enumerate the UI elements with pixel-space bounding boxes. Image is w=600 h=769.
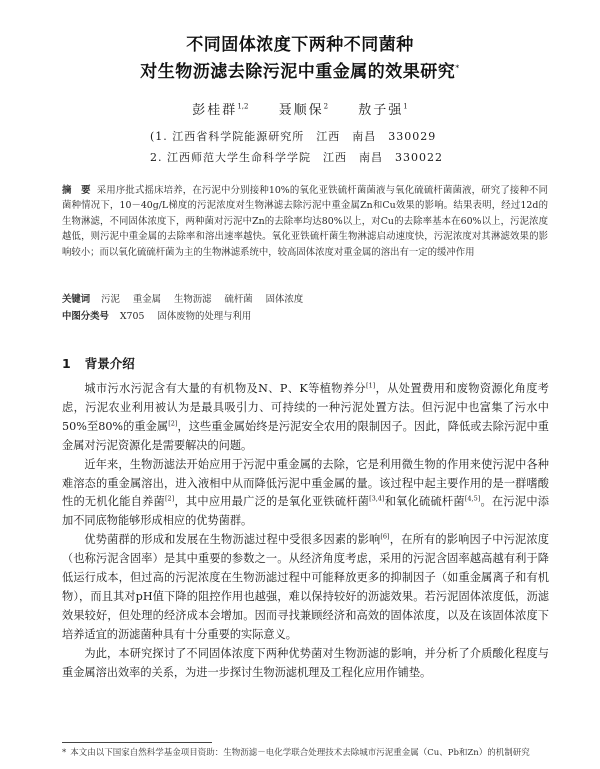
paragraph-text: 和氧化硫硫杆菌: [384, 495, 465, 509]
paper-title-line-2-text: 对生物沥滤去除污泥中重金属的效果研究: [140, 62, 456, 82]
author-name: 敖子强: [358, 103, 404, 118]
keyword: 污泥: [101, 294, 120, 305]
paragraph-1: [62, 380, 549, 456]
body-text: [62, 380, 549, 683]
section-title: 背景介绍: [84, 356, 135, 371]
author-name: 聂顺保: [278, 103, 324, 118]
affiliation-1: (1. 江西省科学院能源研究所 江西 南昌 330029: [150, 130, 437, 143]
paragraph-text: 为此，本研究探讨了不同固体浓度下两种优势菌对生物沥滤的影响，并分析了介质酸化程度与重金属溶出效率的关系，为进一步探讨生物沥滤机理及工程化应用作铺垫。: [62, 646, 549, 679]
abstract-label: 摘 要: [62, 185, 91, 196]
author-list: [0, 99, 600, 118]
author: [279, 103, 328, 118]
citation: [2]: [168, 419, 178, 428]
section-heading: [62, 354, 135, 372]
author-affiliation-ref: 2: [323, 102, 329, 111]
classification-number: [62, 308, 548, 322]
author-affiliation-ref: 1,2: [237, 102, 249, 111]
keyword: 固体浓度: [265, 294, 304, 305]
paragraph-text: ，这些重金属始终是污泥安全农用的限制因子。因此，降低或去除污泥中重金属对污泥资源化是需要解决的问题。: [62, 419, 549, 452]
paper-title-line-1: 不同固体浓度下两种不同菌种: [186, 35, 414, 55]
keyword: 硫杆菌: [224, 294, 253, 305]
footnote-marker: *: [62, 748, 67, 758]
footnote: [62, 747, 552, 759]
citation: [3,4]: [369, 494, 385, 503]
citation: [1]: [366, 381, 376, 390]
citation: [2]: [165, 494, 175, 503]
title-footnote-marker: *: [455, 63, 460, 73]
keyword: 重金属: [132, 294, 162, 305]
citation: [6]: [380, 532, 390, 541]
paragraph-text: ，其中应用最广泛的是氧化亚铁硫杆菌: [174, 495, 370, 509]
keywords: [62, 291, 548, 305]
paragraph-3: [62, 531, 549, 644]
section-number: 1: [62, 356, 71, 371]
classification-code: X705: [119, 311, 145, 322]
paragraph-2: [62, 456, 549, 532]
paragraph-4: [62, 645, 549, 683]
author: [192, 103, 248, 118]
classification-desc: 固体废物的处理与利用: [157, 311, 252, 322]
affiliation-2: 2. 江西师范大学生命科学学院 江西 南昌 330022: [150, 151, 443, 164]
paragraph-text: 近年来，生物沥滤法开始应用于污泥中重金属的去除，它是利用微生物的作用来使污泥中各种难溶态的重金属溶出，进入液相中从而降低污泥中重金属的量。该过程中起主要作用的是一群嗜酸性的无机化能自养菌: [62, 457, 549, 509]
paragraph-text: ，在所有的影响因子中污泥浓度（也称污泥含固率）是其中重要的参数之一。从经济角度考虑，采用的污泥含固率越高越有利于降低运行成本，但过高的污泥浓度在生物沥滤过程中可能释放更多的抑制因子（如重金属离子和有机物），而且其对pH值下降的阻控作用也越强，难以保持较好的沥滤效果。若污泥固体浓度低，沥滤效果较好，但处理的经济成本会增加。因而寻找兼顾经济和高效的固体浓度，以及在该固体浓度下培养适宜的沥滤菌种具有十分重要的实际意义。: [62, 533, 549, 641]
paper-title-line-2: [0, 57, 600, 82]
author-affiliation-ref: 1: [403, 102, 408, 111]
paragraph-text: 。在污泥中添加不同底物能够形成相应的优势菌群。: [62, 495, 549, 528]
paragraph-text: 城市污水污泥含有大量的有机物及N、P、K等植物养分: [84, 382, 367, 395]
paragraph-text: 优势菌群的形成和发展在生物沥滤过程中受很多因素的影响: [84, 533, 381, 547]
footnote-divider: [62, 742, 212, 743]
author: [358, 103, 407, 118]
author-name: 彭桂群: [192, 103, 238, 118]
classification-label: 中图分类号: [62, 311, 109, 322]
keywords-label: 关键词: [62, 294, 91, 305]
footnote-text: 本文由以下国家自然科学基金项目资助：生物沥滤－电化学联合处理技术去除城市污泥重金属（Cu、Pb和Zn）的机制研究: [70, 748, 530, 758]
keyword: 生物沥滤: [174, 294, 212, 305]
abstract: [62, 183, 548, 260]
paragraph-text: ，从处置费用和废物资源化角度考虑，污泥农业利用被认为是最具吸引力、可持续的一种污泥处置方法。但污泥中也富集了污水中50%至80%的重金属: [62, 382, 549, 433]
abstract-text: 采用序批式摇床培养，在污泥中分别接种10%的氧化亚铁硫杆菌菌液与氧化硫硫杆菌菌液，研究了接种不同菌种情况下，10－40g/L梯度的污泥浓度对生物淋滤去除污泥中重金属Zn和Cu效果的影响。结果表明，经过12d的生物淋滤，不同固体浓度下，两种菌对污泥中Zn的去除率均达80%以上，对Cu的去除率基本在60%以上，污泥浓度越低，则污泥中重金属的去除率和溶出速率越快。氧化亚铁硫杆菌生物淋滤启动速度快，污泥浓度对其淋滤效果的影响较小；而以氧化硫硫杆菌为主的生物淋滤系统中，较高固体浓度对重金属的溶出有一定的缓冲作用: [62, 185, 548, 258]
citation: [4,5]: [464, 494, 481, 503]
